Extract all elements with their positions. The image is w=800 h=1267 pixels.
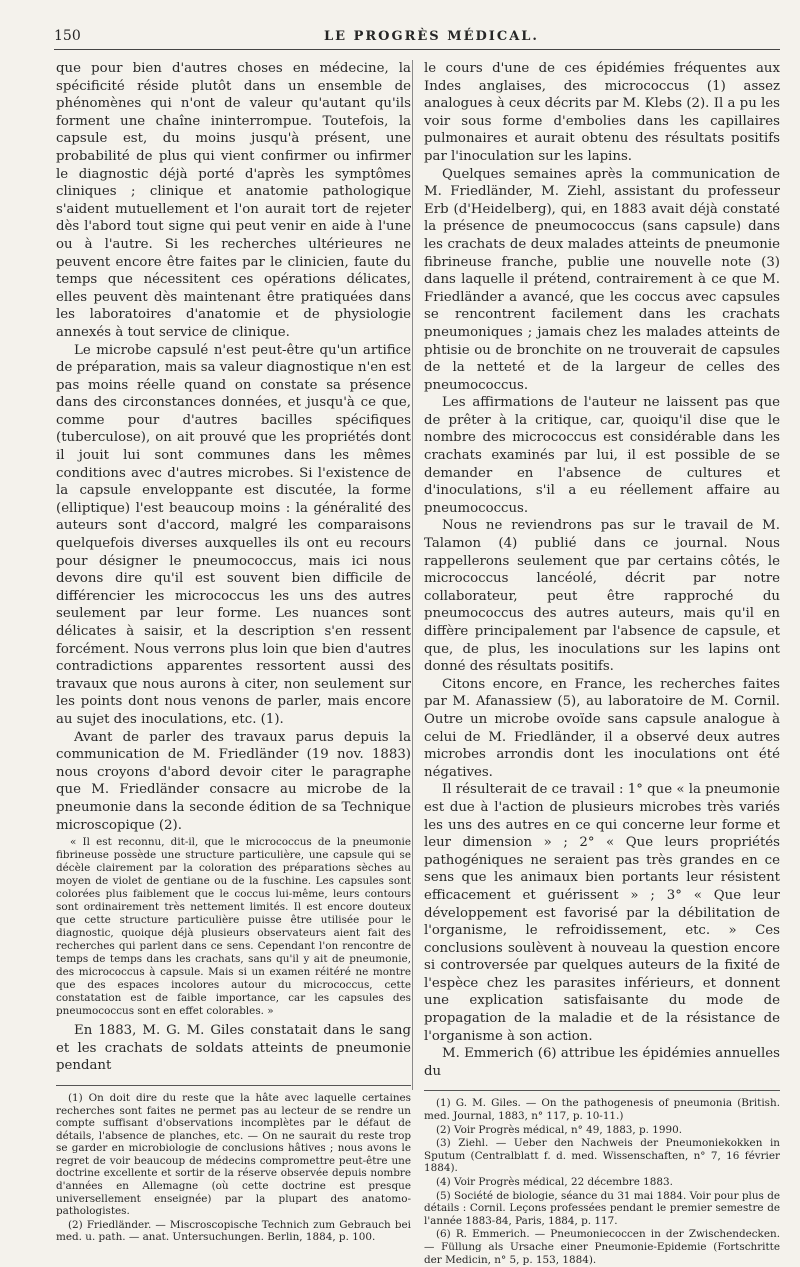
footnotes <box>424 1097 780 1266</box>
column-divider <box>412 60 413 1090</box>
right-column <box>424 60 780 1267</box>
page-header <box>54 28 780 50</box>
left-column <box>56 60 411 1245</box>
paragraph: que pour bien d'autres choses en médecine, la spécificité réside plutôt dans un ensemble de phénomènes qui n'ont de valeur qu'autant qu'ils forment une chaîne ininterrompue. Toutefois, la capsule est, du moins jusqu'à présent, une probabilité de plus qui vient confirmer ou infirmer le diagnostic déjà porté d'après les symptômes cliniques ; clinique et anatomie pathologique s'aident mutuellement et l'on aurait tort de rejeter dès l'abord tout signe qui peut venir en aide à l'une ou à l'autre. Si les recherches ultérieures ne peuvent encore être faites par le clinicien, faute du temps que nécessitent ces opérations délicates, elles peuvent dès maintenant être pratiquées dans les laboratoires d'anatomie et de physiologie annexés à tout service de clinique. <box>56 61 411 340</box>
footnote: (4) Voir Progrès médical, 22 décembre 1883. <box>436 1176 673 1188</box>
block-quote <box>56 836 411 1018</box>
footnote: (2) Friedländer. — Miscroscopische Technich zum Gebrauch bei med. u. path. — anat. Untersuchungen. Berlin, 1884, p. 100. <box>56 1218 411 1244</box>
footnotes <box>56 1092 411 1244</box>
paragraph: Quelques semaines après la communication de M. Friedländer, M. Ziehl, assistant du professeur Erb (d'Heidelberg), qui, en 1883 avait déjà constaté la présence de pneumococcus (sans capsule) dans les crachats de deux malades atteints de pneumonie fibrineuse franche, publie une nouvelle note (3) dans laquelle il prétend, contrairement à ce que M. Friedländer a avancé, que les coccus avec capsules se rencontrent facilement dans les crachats pneumoniques ; jamais chez les malades atteints de phtisie ou de bronchite on ne trouverait de capsules de la netteté et de la largeur de celles des pneumococcus. <box>424 166 780 393</box>
paragraph: Il résulterait de ce travail : 1° que « la pneumonie est due à l'action de plusieurs microbes très variés les uns des autres en ce qui concerne leur forme et leur dimension » ; 2° « Que leurs propriétés pathogéniques ne seraient pas très grandes en ce sens que les animaux bien portants leur résistent efficacement et guérissent » ; 3° « Que leur développement est favorisé par la débilitation de l'organisme, le refroidissement, etc. » Ces conclusions soulèvent à nouveau la question encore si controversée par quelques auteurs de la fixité de l'espèce chez les parasites inférieurs, et donnent une explication satisfaisante du mode de propagation de la maladie et de la résistance de l'organisme à son action. <box>424 782 780 1044</box>
paragraph: En 1883, M. G. M. Giles constatait dans le sang et les crachats de soldats atteints de pneumonie pendant <box>56 1023 411 1074</box>
paragraph: Nous ne reviendrons pas sur le travail de M. Talamon (4) publié dans ce journal. Nous rappellerons seulement que par certains côtés, le micrococcus lancéolé, décrit par notre collaborateur, peut être rapproché du pneumococcus des autres auteurs, mais qu'il en diffère principalement par l'absence de capsule, et que, de plus, les inoculations sur les lapins ont donné des résultats positifs. <box>424 518 780 675</box>
footnote: (1) On doit dire du reste que la hâte avec laquelle certaines recherches sont faites ne permet pas au lecteur de se rendre un compte suffisant d'observations incomplètes par le défaut de détails, l'absence de planches, etc. — On ne saurait du reste trop se garder en microbiologie de conclusions hâtives ; nous avons le regret de voir beaucoup de médecins compromettre peut-être une doctrine excellente et sortir de la réserve observée depuis nombre d'années en Allemagne (où cette doctrine est presque universellement enseignée) par la plupart des anatomo-pathologistes. <box>56 1091 411 1218</box>
page-number: 150 <box>54 28 81 44</box>
quote-text: « Il est reconnu, dit-il, que le micrococcus de la pneumonie fibrineuse possède une structure particulière, une capsule qui se décèle clairement par la coloration des préparations sèches au moyen de violet de gentiane ou de la fuschine. Les capsules sont colorées plus faiblement que le coccus lui-même, leurs contours sont ordinairement très nettement limités. Il est encore douteux que cette structure particulière puisse être utilisée pour le diagnostic, quoique déjà plusieurs observateurs aient fait des recherches qui parlent dans ce sens. Cependant l'on rencontre de temps de temps dans les crachats, sans qu'il y ait de pneumonie, des micrococcus à capsule. Mais si un examen réitéré ne montre que des espaces incolores autour du micrococcus, cette constatation est de faible importance, car les capsules des pneumococcus sont en effet colorables. » <box>56 836 411 1018</box>
footnote: (5) Société de biologie, séance du 31 mai 1884. Voir pour plus de détails : Cornil. Leçons professées pendant le premier semestre de l'année 1883-84, Paris, 1884, p. 117. <box>424 1189 780 1227</box>
paragraph: Le microbe capsulé n'est peut-être qu'un artifice de préparation, mais sa valeur diagnostique n'en est pas moins réelle quand on constate sa présence dans des circonstances données, et jusqu'à ce que, comme pour d'autres bacilles spécifiques (tuberculose), on ait prouvé que les propriétés dont il jouit lui sont communes dans les mêmes conditions avec d'autres microbes. Si l'existence de la capsule enveloppante est discutée, la forme (elliptique) l'est beaucoup moins : la généralité des auteurs sont d'accord, malgré les comparaisons quelquefois diverses auxquelles ils ont eu recours pour désigner le pneumococcus, mais ici nous devons dire qu'il est souvent bien difficile de différencier les micrococcus les uns des autres seulement par leur forme. Les nuances sont délicates à saisir, et la description s'en ressent forcément. Nous verrons plus loin que bien d'autres contradictions apparentes ressortent aussi des travaux que nous aurons à citer, non seulement sur les points dont nous venons de parler, mais encore au sujet des inoculations, etc. (1). <box>56 342 411 727</box>
paragraph: Avant de parler des travaux parus depuis la communication de M. Friedländer (19 nov. 1883) nous croyons d'abord devoir citer le paragraphe que M. Friedländer consacre au microbe de la pneumonie dans la seconde édition de sa Technique microscopique (2). <box>56 729 411 833</box>
header-rule <box>54 49 780 50</box>
paragraph: M. Emmerich (6) attribue les épidémies annuelles du <box>424 1046 780 1079</box>
paragraph: le cours d'une de ces épidémies fréquentes aux Indes anglaises, des micrococcus (1) assez analogues à ceux décrits par M. Klebs (2). Il a pu les voir sous forme d'embolies dans les capillaires pulmonaires et aurait obtenu des résultats positifs par l'inoculation sur les lapins. <box>424 61 780 164</box>
running-title: LE PROGRÈS MÉDICAL. <box>324 29 539 44</box>
paragraph: Les affirmations de l'auteur ne laissent pas que de prêter à la critique, car, quoiqu'il dise que le nombre des micrococcus est considérable dans les crachats examinés par lui, il est possible de se demander en l'absence de cultures et d'inoculations, s'il a eu réellement affaire au pneumococcus. <box>424 395 780 516</box>
paragraph: Citons encore, en France, les recherches faites par M. Afanassiew (5), au laboratoire de M. Cornil. Outre un microbe ovoïde sans capsule analogue à celui de M. Friedländer, il a observé deux autres microbes arrondis dont les inoculations ont été négatives. <box>424 676 780 780</box>
footnote: (1) G. M. Giles. — On the pathogenesis of pneumonia (British. med. Journal, 1883, n° 117, p. 10-11.) <box>424 1097 780 1123</box>
footnote: (3) Ziehl. — Ueber den Nachweis der Pneumoniekokken in Sputum (Centralblatt f. d. med. Wissenschaften, n° 7, 16 février 1884). <box>424 1137 780 1175</box>
footnote-rule <box>424 1090 780 1091</box>
footnote-rule <box>56 1085 411 1086</box>
footnote: (2) Voir Progrès médical, n° 49, 1883, p. 1990. <box>436 1123 683 1136</box>
footnote: (6) R. Emmerich. — Pneumoniecoccen in der Zwischendecken. — Füllung als Ursache einer Pneumonie-Epidemie (Fortschritte der Medicin, n° 5, p. 153, 1884). <box>424 1228 780 1266</box>
